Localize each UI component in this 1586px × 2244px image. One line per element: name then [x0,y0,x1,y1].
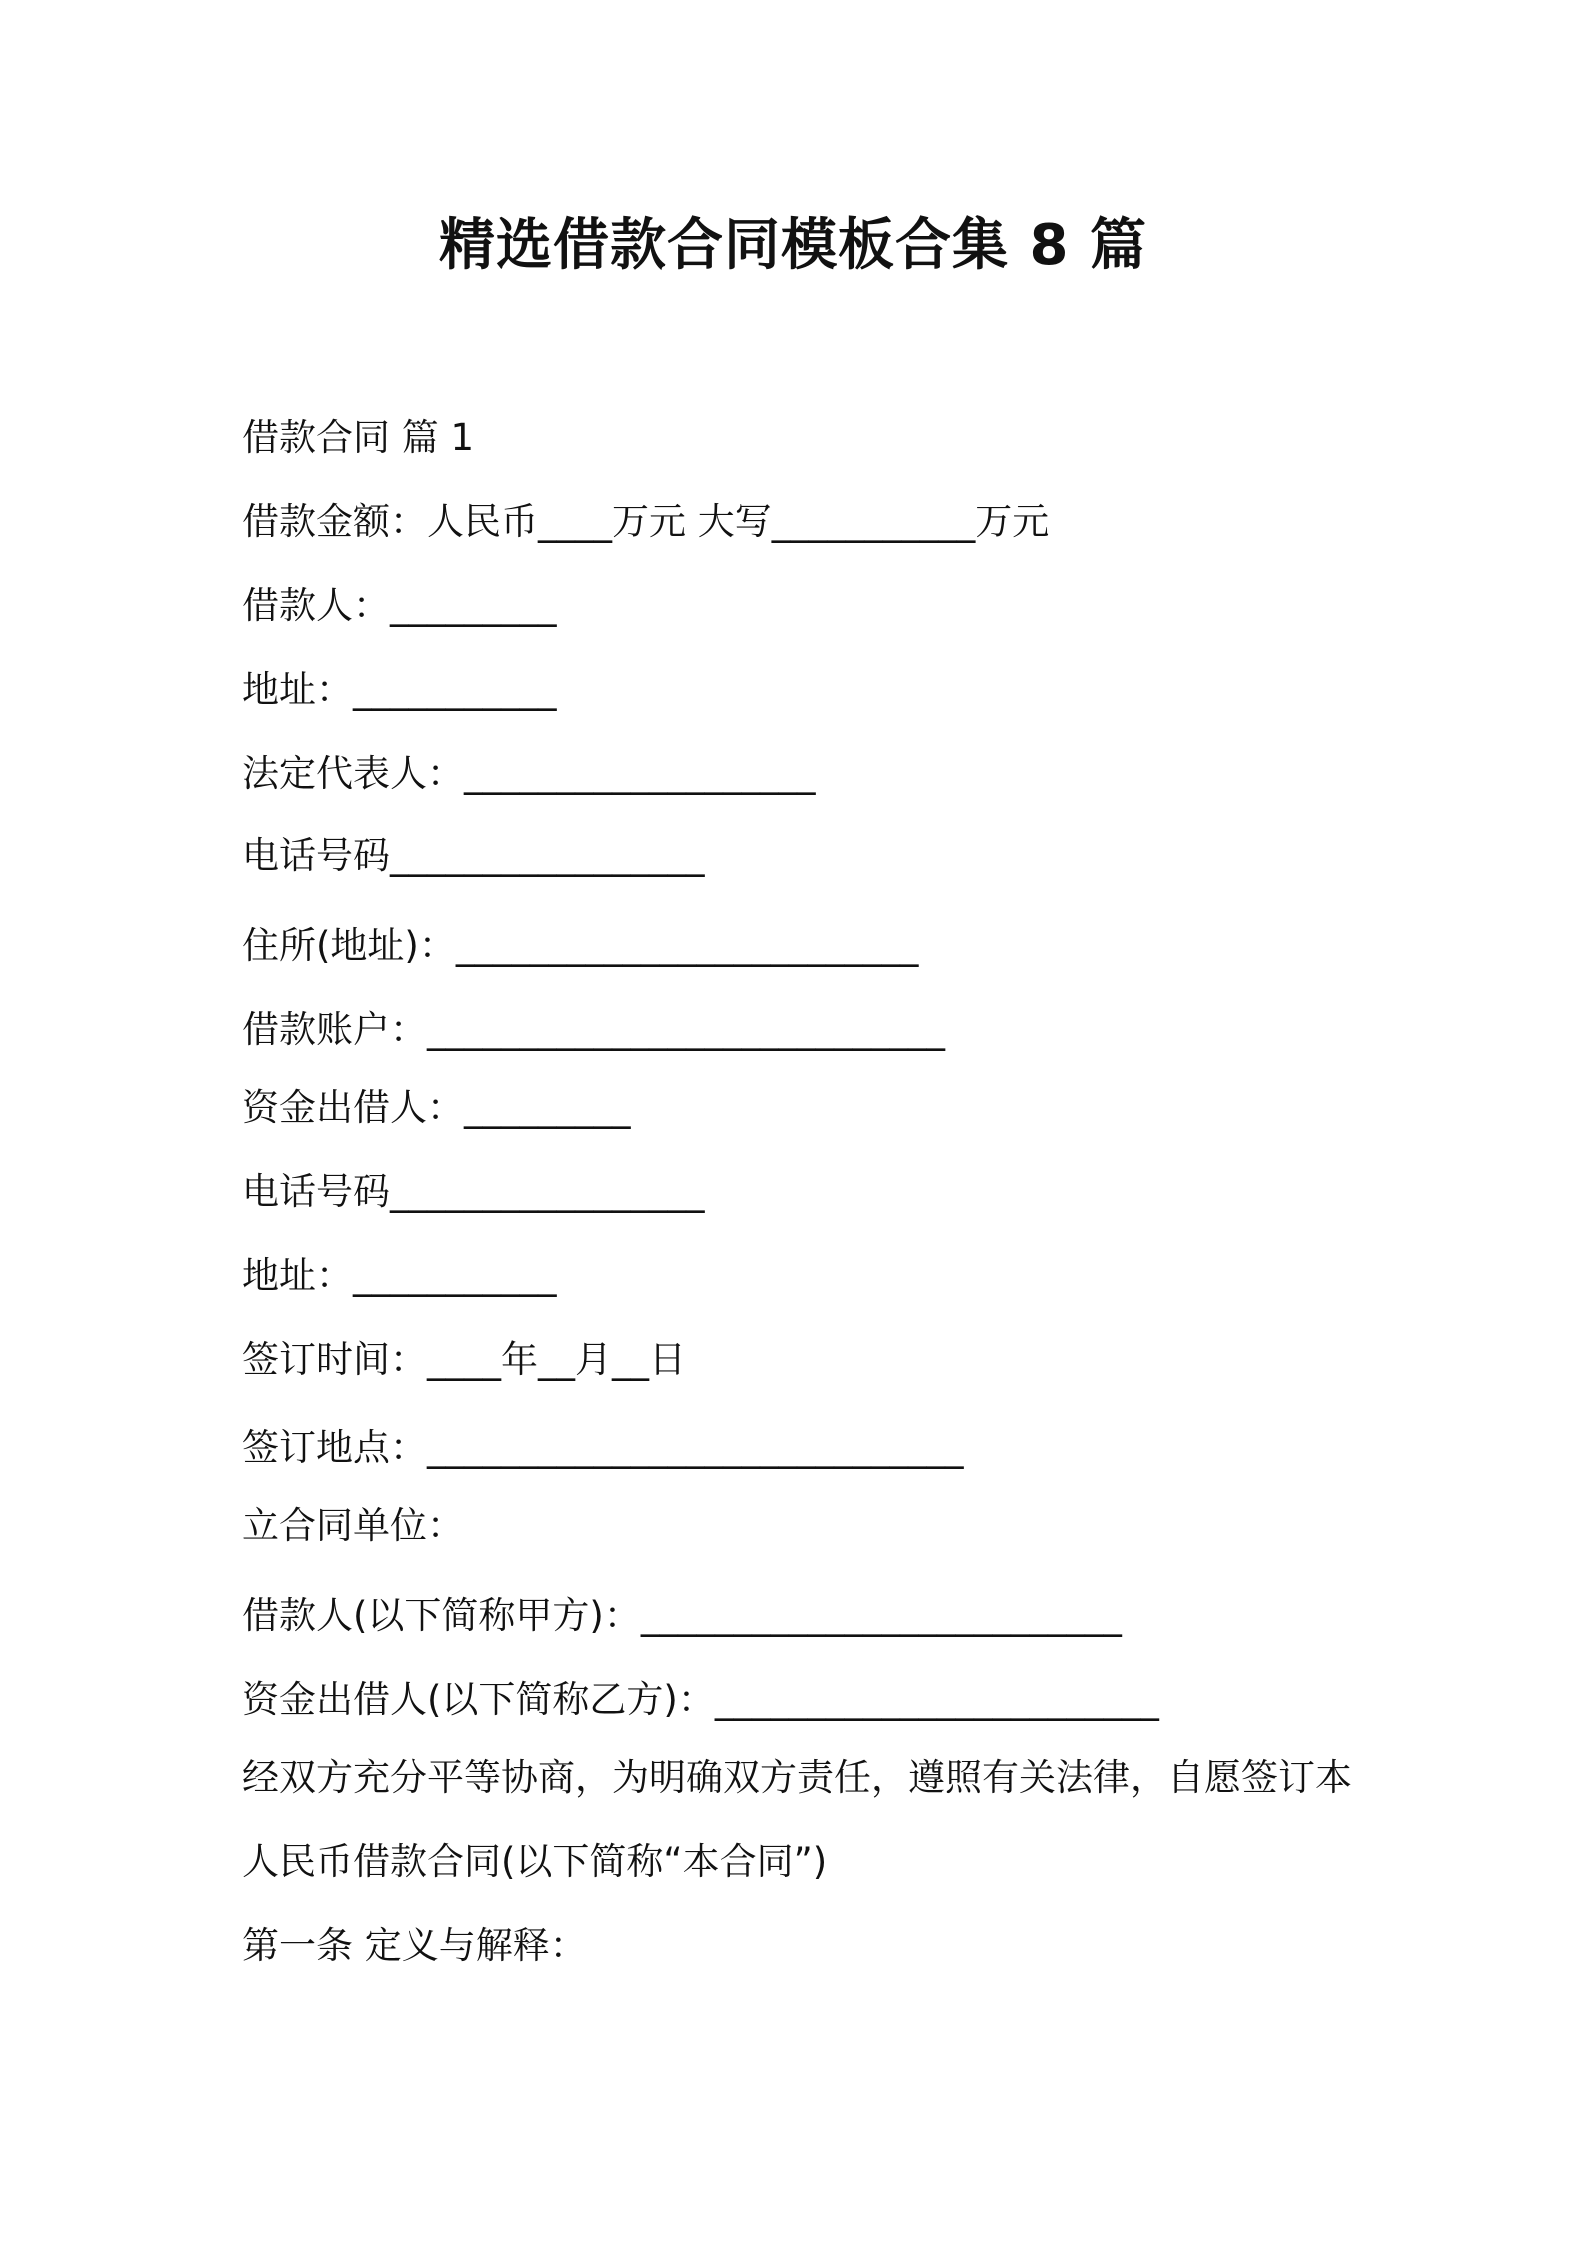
party-b-line: 资金出借人(以下简称乙方)：________________________ [242,1678,1159,1721]
signing-date-line: 签订时间：____年__月__日 [242,1338,686,1381]
party-a-line: 借款人(以下简称甲方)：__________________________ [242,1594,1122,1637]
borrower-phone-line: 电话号码_________________ [242,834,705,877]
lender-line: 资金出借人：_________ [242,1086,631,1129]
signing-place-line: 签订地点：_____________________________ [242,1426,964,1469]
preamble-line-1: 经双方充分平等协商，为明确双方责任，遵照有关法律，自愿签订本 [242,1756,1352,1799]
loan-account-line: 借款账户：____________________________ [242,1008,945,1051]
article-one-heading: 第一条 定义与解释： [242,1924,587,1967]
residence-address-line: 住所(地址)：_________________________ [242,924,919,967]
contracting-parties-heading: 立合同单位： [242,1504,464,1547]
borrower-line: 借款人：_________ [242,584,557,627]
legal-representative-line: 法定代表人：___________________ [242,752,816,795]
section-heading-1: 借款合同 篇 1 [242,416,475,459]
preamble-line-2: 人民币借款合同(以下简称“本合同”) [242,1840,828,1883]
lender-address-line: 地址：___________ [242,1254,557,1297]
document-title: 精选借款合同模板合集 8 篇 [439,213,1147,278]
borrower-address-line: 地址：___________ [242,668,557,711]
loan-amount-line: 借款金额：人民币____万元 大写___________万元 [242,500,1050,543]
lender-phone-line: 电话号码_________________ [242,1170,705,1213]
